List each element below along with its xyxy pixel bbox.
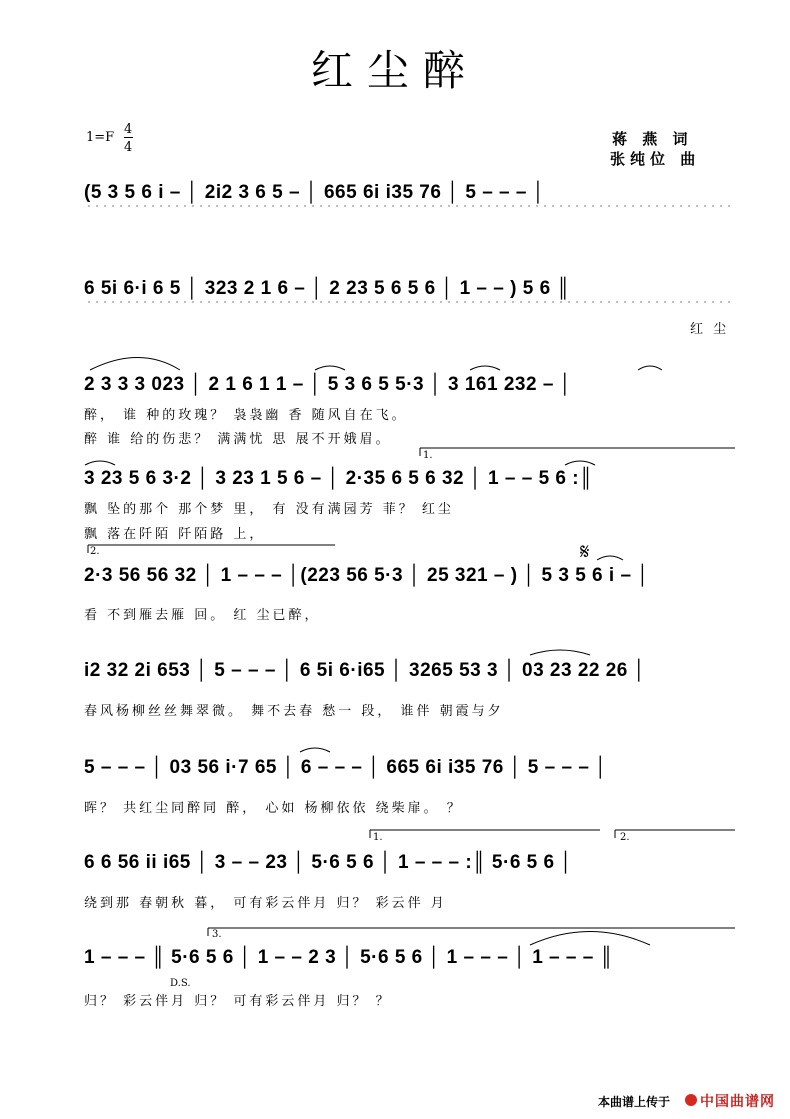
slur-line-3-c xyxy=(470,366,500,370)
slur-line-6 xyxy=(530,650,590,655)
slur-line-9 xyxy=(530,932,650,946)
volta-1-label-line-8: 1. xyxy=(373,832,383,843)
lyric-line-3-verse-1: 醉， 谁 种的玫瑰？ 袅袅幽 香 随风自在飞。 xyxy=(84,408,408,423)
lyric-line-2-right: 红 尘 xyxy=(690,322,730,337)
lyric-line-5: 看 不到雁去雁 回。 红 尘已醉， xyxy=(84,608,321,623)
lyric-line-4-verse-2: 飘 落在阡陌 阡陌路 上， xyxy=(84,527,266,542)
lyricist-credit: 蒋 燕 词 xyxy=(612,130,693,148)
score-line-4: 3 23 5 6 3·2 │ 3 23 1 5 6 – │ 2·35 6 5 6 32 │ 1 – – 5 6 :║ xyxy=(84,468,594,489)
score-line-5: 2·3 56 56 32 │ 1 – – – │(223 56 5·3 │ 25 321 – ) │ 5 3 5 6 i – │ xyxy=(84,565,650,586)
slur-line-4 xyxy=(85,461,115,465)
upload-credit: 本曲谱上传于 xyxy=(598,1095,671,1109)
slur-line-3-b xyxy=(315,366,345,370)
slur-line-3 xyxy=(90,358,180,371)
lyric-line-3-verse-2: 醉 谁 给的伤悲？ 满满忧 思 展不开娥眉。 xyxy=(84,432,392,447)
volta-2-label-line-8: 2. xyxy=(620,832,630,843)
score-line-3: 2 3 3 3 023 │ 2 1 6 1 1 – │ 5 3 6 5 5·3 │ 3 161 232 – │ xyxy=(84,374,573,395)
site-logo-text[interactable]: 中国曲谱网 xyxy=(700,1094,775,1110)
time-signature-bottom: 4 xyxy=(124,140,133,155)
score-line-1: (5 3 5 6 i – │ 2i2 3 6 5 – │ 665 6i i35 76 │ 5 – – – │ xyxy=(84,182,546,203)
time-signature-top: 4 xyxy=(124,122,133,137)
lyric-line-4-verse-1: 飘 坠的那个 那个梦 里， 有 没有满园芳 菲？ 红尘 xyxy=(84,502,454,517)
lyric-line-7: 晖？ 共红尘同醉同 醉， 心如 杨柳依依 绕柴扉。 ？ xyxy=(84,801,463,816)
slur-line-4-b xyxy=(565,461,595,465)
lyric-line-9: 归？ 彩云伴月 归？ 可有彩云伴月 归？ ？ xyxy=(84,994,392,1009)
dal-segno-mark: D.S. xyxy=(170,978,191,989)
lyric-line-6: 春风杨柳丝丝舞翠微。 舞不去春 愁一 段， 谁伴 朝霞与夕 xyxy=(84,704,504,719)
score-line-9: 1 – – – ║ 5·6 5 6 │ 1 – – 2 3 │ 5·6 5 6 │ 1 – – – │ 1 – – – ║ xyxy=(84,947,614,968)
score-line-6: i2 32 2i 653 │ 5 – – – │ 6 5i 6·i65 │ 3265 53 3 │ 03 23 22 26 │ xyxy=(84,660,647,681)
slur-line-7 xyxy=(300,748,330,752)
composer-credit: 张纯位 曲 xyxy=(610,150,701,168)
song-title: 红尘醉 xyxy=(310,46,479,95)
site-logo-icon xyxy=(685,1094,697,1106)
score-line-8: 6 6 56 ii i65 │ 3 – – 23 │ 5·6 5 6 │ 1 – – – :║ 5·6 5 6 │ xyxy=(84,852,573,873)
segno-icon: 𝄋 xyxy=(580,540,590,565)
volta-2-label: 2. xyxy=(90,546,100,557)
lyric-line-8: 绕到那 春朝秋 暮， 可有彩云伴月 归？ 彩云伴 月 xyxy=(84,896,447,911)
score-line-2: 6 5i 6·i 6 5 │ 323 2 1 6 – │ 2 23 5 6 5 6 │ 1 – – ) 5 6 ║ xyxy=(84,278,571,299)
score-line-7: 5 – – – │ 03 56 i·7 65 │ 6 – – – │ 665 6i i35 76 │ 5 – – – │ xyxy=(84,757,608,778)
key-signature: 1=F xyxy=(86,130,115,145)
slur-line-5 xyxy=(597,556,623,560)
volta-3-label: 3. xyxy=(212,929,222,940)
slur-line-3-d xyxy=(638,366,662,370)
volta-1-label: 1. xyxy=(423,450,433,461)
